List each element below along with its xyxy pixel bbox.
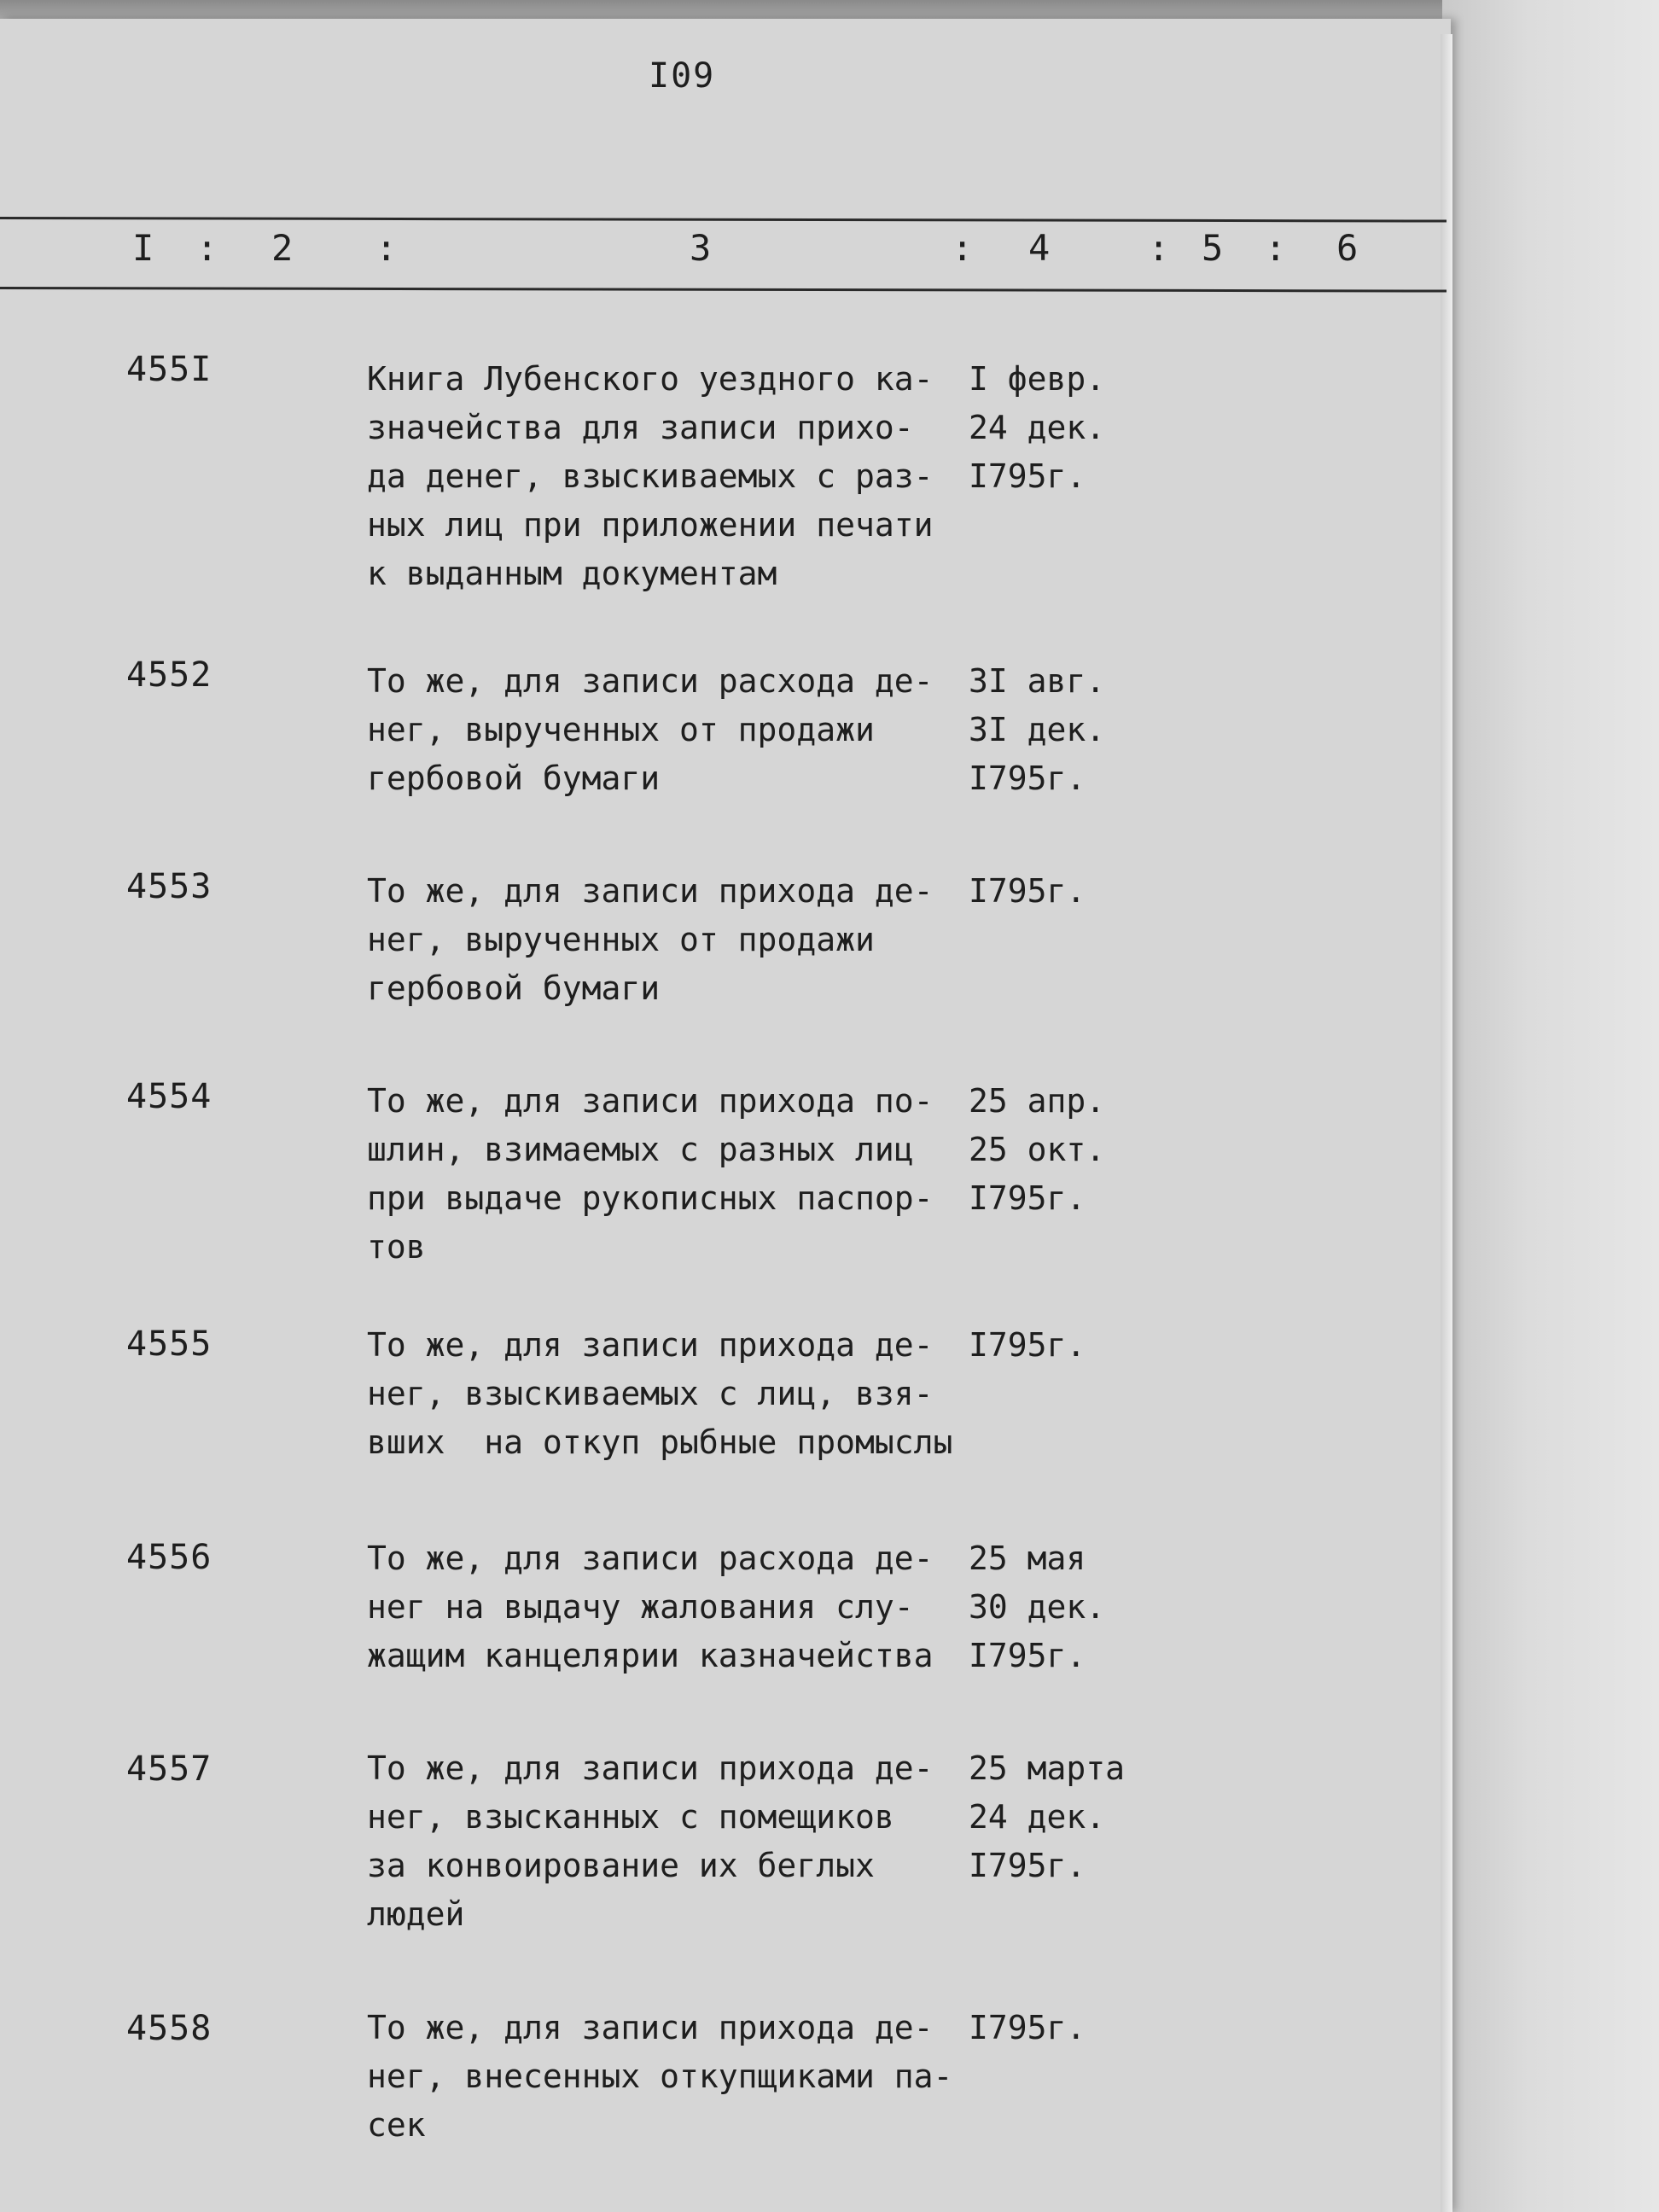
entry-title-line: То же, для записи прихода де-	[367, 2009, 934, 2046]
entry-title-line: нег, внесенных откупщиками па-	[367, 2058, 953, 2095]
entry-title-line: ных лиц при приложении печати	[367, 506, 934, 544]
entry-title-line: То же, для записи прихода по-	[367, 1082, 934, 1120]
entry-dates	[969, 657, 1105, 803]
entry-title-line: да денег, взыскиваемых с раз-	[367, 457, 934, 495]
entry-title-line: вших на откуп рыбные промыслы	[367, 1423, 953, 1461]
column-header-3: 3	[690, 227, 712, 269]
entry-title-line: значейства для записи прихо-	[367, 409, 914, 446]
column-header-4: 4	[1028, 227, 1051, 269]
entry-title-line: То же, для записи расхода де-	[367, 662, 934, 700]
entry-number: 4552	[126, 655, 212, 695]
entry-title-line: гербовой бумаги	[367, 969, 661, 1007]
entry-number: 4553	[126, 867, 212, 906]
entry-title-line: То же, для записи прихода де-	[367, 1749, 934, 1787]
entry-date-line: I795г.	[969, 1326, 1086, 1364]
entry-title-line: нег, взыскиваемых с лиц, взя-	[367, 1375, 934, 1412]
entry-title-line: сек	[367, 2106, 426, 2144]
entry-date-line: 25 марта	[969, 1749, 1126, 1787]
column-header-5: 5	[1202, 227, 1224, 269]
entry-dates	[969, 2004, 1086, 2052]
column-header-6: 6	[1336, 227, 1359, 269]
entry-title-line: за конвоирование их беглых	[367, 1847, 875, 1884]
entry-title-line: То же, для записи прихода де-	[367, 1326, 934, 1364]
entry-date-line: 25 окт.	[969, 1131, 1106, 1168]
entry-title	[367, 355, 1016, 598]
column-header-1: I	[132, 227, 154, 269]
entry-date-line: I февр.	[969, 360, 1106, 398]
entry-date-line: I795г.	[969, 872, 1086, 910]
entry-dates	[969, 355, 1105, 501]
entry-title-line: к выданным документам	[367, 555, 777, 592]
entry-date-line: I795г.	[969, 457, 1086, 495]
entry-dates	[969, 1321, 1086, 1370]
entry-title-line: шлин, взимаемых с разных лиц	[367, 1131, 914, 1168]
entry-title-line: при выдаче рукописных паспор-	[367, 1179, 934, 1217]
entry-number: 4557	[126, 1749, 212, 1789]
entry-date-line: 3I авг.	[969, 662, 1106, 700]
entry-dates	[969, 1744, 1125, 1890]
column-separator: :	[952, 227, 974, 269]
entry-date-line: 24 дек.	[969, 1798, 1106, 1836]
column-separator: :	[1148, 227, 1170, 269]
entry-date-line: I795г.	[969, 1179, 1086, 1217]
entry-title-line: То же, для записи прихода де-	[367, 872, 934, 910]
entry-date-line: I795г.	[969, 1847, 1086, 1884]
entry-number: 4558	[126, 2009, 212, 2048]
entry-title-line: нег на выдачу жалования слу-	[367, 1588, 914, 1626]
entry-title-line: нег, вырученных от продажи	[367, 711, 875, 748]
entry-number: 4556	[126, 1538, 212, 1577]
entry-title-line: людей	[367, 1895, 465, 1933]
entry-title-line: жащим канцелярии казначейства	[367, 1637, 934, 1674]
entry-dates	[969, 867, 1086, 916]
entry-date-line: I795г.	[969, 760, 1086, 797]
entry-title	[367, 1744, 1016, 1939]
entry-title-line: нег, вырученных от продажи	[367, 921, 875, 958]
entry-date-line: 3I дек.	[969, 711, 1106, 748]
entry-title	[367, 1534, 1016, 1680]
column-separator: :	[196, 227, 218, 269]
entry-number: 4554	[126, 1077, 212, 1116]
entry-date-line: 30 дек.	[969, 1588, 1106, 1626]
entry-title	[367, 1321, 1016, 1467]
page-edge	[1441, 34, 1452, 2212]
page-number: I09	[649, 56, 716, 96]
column-separator: :	[375, 227, 398, 269]
entry-date-line: 25 апр.	[969, 1082, 1106, 1120]
entry-dates	[969, 1077, 1105, 1223]
backdrop-right	[1442, 0, 1659, 2212]
entry-date-line: I795г.	[969, 1637, 1086, 1674]
column-separator: :	[1265, 227, 1287, 269]
entry-date-line: 24 дек.	[969, 409, 1106, 446]
entry-title-line: нег, взысканных с помещиков	[367, 1798, 894, 1836]
entry-title	[367, 657, 1016, 803]
column-header-2: 2	[271, 227, 294, 269]
entry-date-line: I795г.	[969, 2009, 1086, 2046]
entry-title	[367, 2004, 1016, 2150]
entry-title-line: тов	[367, 1228, 426, 1266]
entry-title-line: гербовой бумаги	[367, 760, 661, 797]
entry-title-line: То же, для записи расхода де-	[367, 1540, 934, 1577]
entry-title	[367, 867, 1016, 1013]
entry-title-line: Книга Лубенского уездного ка-	[367, 360, 934, 398]
entry-number: 4555	[126, 1324, 212, 1364]
entry-date-line: 25 мая	[969, 1540, 1086, 1577]
entry-title	[367, 1077, 1016, 1272]
entry-number: 455I	[126, 350, 212, 389]
entry-dates	[969, 1534, 1105, 1680]
